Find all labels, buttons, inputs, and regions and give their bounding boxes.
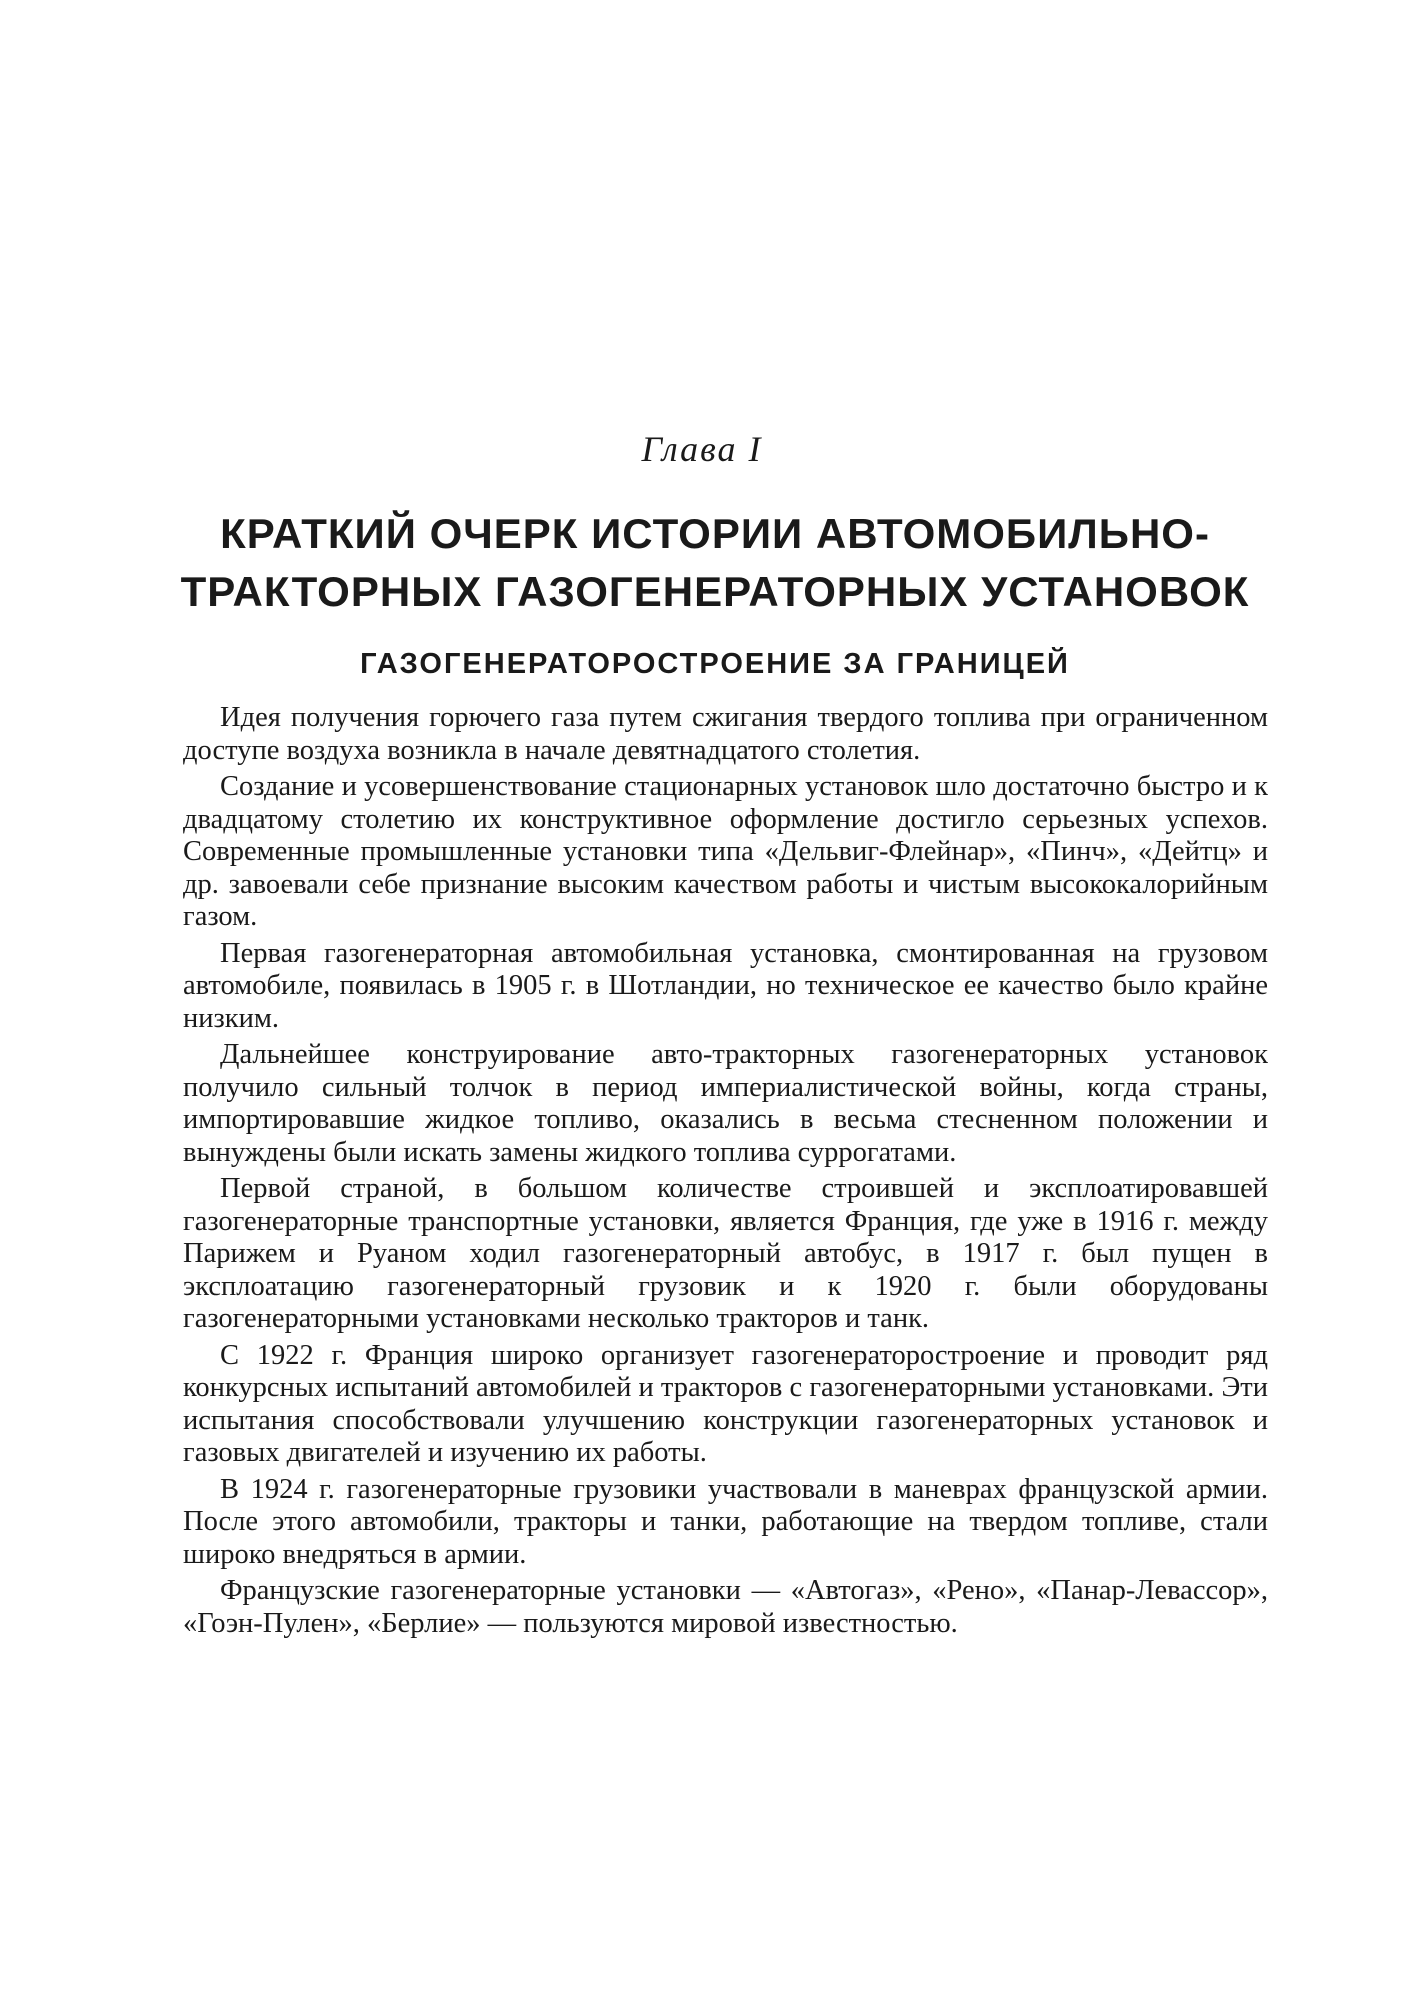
paragraph: Французские газогенераторные установки — «Автогаз», «Рено», «Панар-Левассор», «Гоэн-Пулен», «Берлие» — пользуются мировой известностью.: [183, 1575, 1268, 1639]
chapter-title-line: КРАТКИЙ ОЧЕРК ИСТОРИИ АВТОМОБИЛЬНО-: [220, 510, 1210, 557]
paragraph: Первой страной, в большом количестве строившей и эксплоатировавшей газогенераторные транспортные установки, является Франция, где уже в 1916 г. между Парижем и Руаном ходил газогенераторный автобус, в 1917 г. был пущен в эксплоатацию газогенераторный грузовик и к 1920 г. были оборудованы газогенераторными установками несколько тракторов и танк.: [183, 1173, 1268, 1334]
chapter-title: [160, 505, 1270, 621]
body-text: [183, 702, 1268, 1644]
paragraph: Создание и усовершенствование стационарных установок шло достаточно быстро и к двадцатому столетию их конструктивное оформление достигло серьезных успехов. Современные промышленные установки типа «Дельвиг-Флейнар», «Пинч», «Дейтц» и др. завоевали себе признание высоким качеством работы и чистым высококалорийным газом.: [183, 771, 1268, 932]
paragraph: Идея получения горючего газа путем сжигания твердого топлива при ограниченном доступе воздуха возникла в начале девятнадцатого столетия.: [183, 702, 1268, 766]
paragraph: В 1924 г. газогенераторные грузовики участвовали в маневрах французской армии. После этого автомобили, тракторы и танки, работающие на твердом топливе, стали широко внедряться в армии.: [183, 1473, 1268, 1570]
paragraph: Дальнейшее конструирование авто-тракторных газогенераторных установок получило сильный толчок в период империалистической войны, когда страны, импортировавшие жидкое топливо, оказались в весьма стесненном положении и вынуждены были искать замены жидкого топлива суррогатами.: [183, 1039, 1268, 1168]
chapter-label: Глава I: [641, 429, 763, 469]
section-title: ГАЗОГЕНЕРАТОРОСТРОЕНИЕ ЗА ГРАНИЦЕЙ: [360, 648, 1070, 680]
chapter-title-line: ТРАКТОРНЫХ ГАЗОГЕНЕРАТОРНЫХ УСТАНОВОК: [180, 568, 1250, 615]
paragraph: С 1922 г. Франция широко организует газогенераторостроение и проводит ряд конкурсных испытаний автомобилей и тракторов с газогенераторными установками. Эти испытания способствовали улучшению конструкции газогенераторных установок и газовых двигателей и изучению их работы.: [183, 1339, 1268, 1468]
paragraph: Первая газогенераторная автомобильная установка, смонтированная на грузовом автомобиле, появилась в 1905 г. в Шотландии, но техническое ее качество было крайне низким.: [183, 937, 1268, 1034]
